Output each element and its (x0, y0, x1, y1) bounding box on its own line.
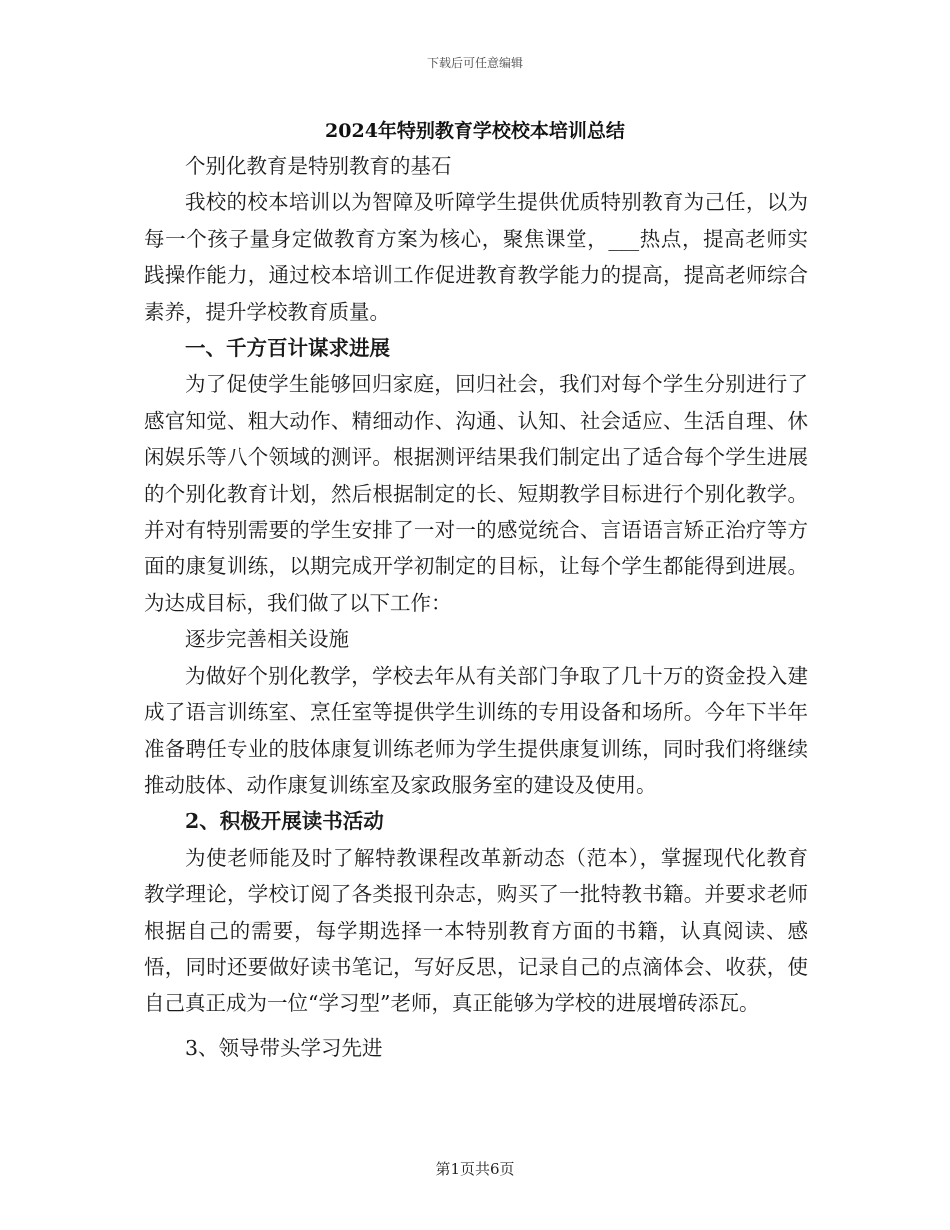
page-number: 第1页共6页 (435, 1160, 515, 1178)
intro-paragraph: 我校的校本培训以为智障及听障学生提供优质特别教育为己任，以为每一个孩子量身定做教育方案为核心，聚焦课堂，___热点，提高老师实践操作能力，通过校本培训工作促进教育教学能力的提高，提高老师综合素养，提升学校教育质量。 (144, 190, 808, 324)
section-2-paragraph: 为使老师能及时了解特教课程改革新动态（范本），掌握现代化教育教学理论，学校订阅了各类报刊杂志，购买了一批特教书籍。并要求老师根据自己的需要，每学期选择一本特别教育方面的书籍，认真阅读、感悟，同时还要做好读书笔记，写好反思，记录自己的点滴体会、收获，使自己真正成为一位“学习型”老师，真正能够为学校的进展增砖添瓦。 (144, 845, 808, 1016)
subsection-1-paragraph: 为做好个别化教学，学校去年从有关部门争取了几十万的资金投入建成了语言训练室、烹任室等提供学生训练的专用设备和场所。今年下半年准备聘任专业的肢体康复训练老师为学生提供康复训练，同时我们将继续推动肢体、动作康复训练室及家政服务室的建设及使用。 (144, 663, 808, 797)
document-body (144, 148, 808, 1066)
page-header-note: 下载后可任意编辑 (426, 56, 523, 70)
section-3-heading: 3、领导带头学习先进 (185, 1035, 383, 1060)
section-1-paragraph: 为了促使学生能够回归家庭，回归社会，我们对每个学生分别进行了感官知觉、粗大动作、精细动作、沟通、认知、社会适应、生活自理、休闲娱乐等八个领域的测评。根据测评结果我们制定出了适合每个学生进展的个别化教育计划，然后根据制定的长、短期教学目标进行个别化教学。并对有特别需要的学生安排了一对一的感觉统合、言语语言矫正治疗等方面的康复训练，以期完成开学初制定的目标，让每个学生都能得到进展。为达成目标，我们做了以下工作： (144, 372, 808, 615)
section-1-heading: 一、千方百计谋求进展 (185, 336, 390, 361)
section-2-heading: 2、积极开展读书活动 (185, 809, 384, 834)
document-title: 2024年特别教育学校校本培训总结 (325, 120, 625, 142)
subsection-1-heading: 逐步完善相关设施 (185, 627, 349, 652)
intro-heading: 个别化教育是特别教育的基石 (185, 154, 452, 178)
